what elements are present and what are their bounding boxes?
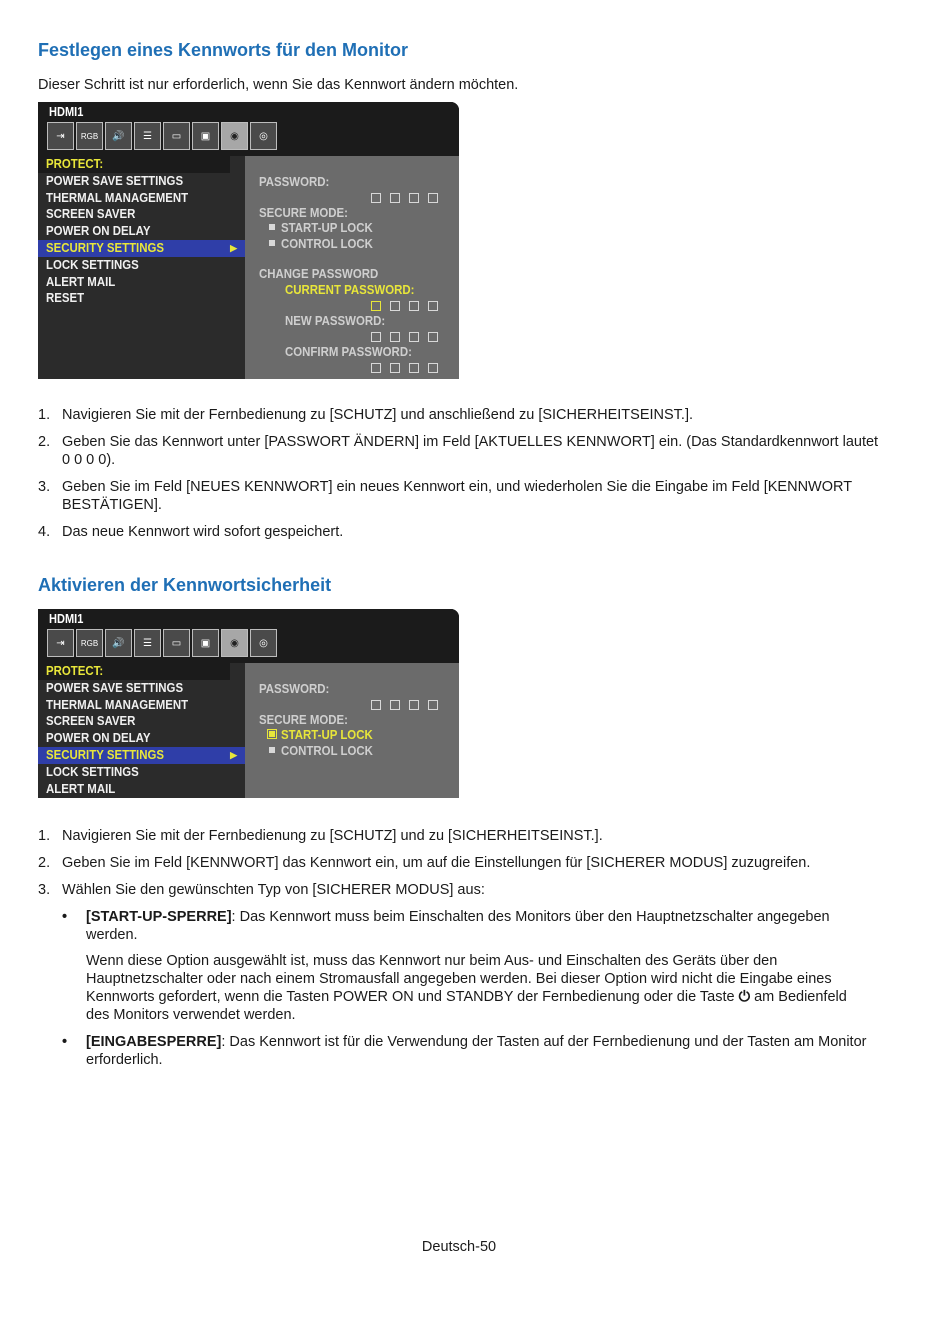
confirm-password-label: CONFIRM PASSWORD: <box>285 344 412 359</box>
osd-source-label: HDMI1 <box>49 104 84 119</box>
current-password-label: CURRENT PASSWORD: <box>285 282 415 297</box>
bullet-icon: • <box>62 1034 68 1050</box>
power-icon: ⏻ <box>738 989 751 1005</box>
menu-item: POWER SAVE SETTINGS <box>46 679 184 695</box>
list-item: 2. Geben Sie das Kennwort unter [PASSWORT ÄNDERN] im Feld [AKTUELLES KENNWORT] ein. (Das Standardkennwort lautet 0 0 0 0). <box>38 434 879 468</box>
menu-item: POWER ON DELAY <box>46 730 151 746</box>
osd-settings-panel <box>245 156 459 379</box>
osd-header <box>38 609 459 663</box>
osd-header <box>38 102 459 156</box>
menu-item: LOCK SETTINGS <box>46 256 139 272</box>
secure-mode-options <box>62 908 872 1078</box>
rgb-icon: RGB <box>76 122 103 150</box>
osd-source-label: HDMI1 <box>49 611 84 626</box>
startup-lock-note: Wenn diese Option ausgewählt ist, muss das Kennwort nur beim Aus- und Einschalten des Geräts über den Hauptnetzschalter oder nach einem Stromausfall angegeben werden. Bei dieser Option wird nicht die Eingabe eines Kennworts gefordert, wenn die Tasten POWER ON und STANDBY der Fernbedienung oder die Taste ⏻ am Bedienfeld des Monitors verwendet werden. <box>86 953 847 1023</box>
startup-lock-option-selected: START-UP LOCK <box>269 727 385 742</box>
schedule-icon: ☰ <box>134 629 161 657</box>
change-password-label: CHANGE PASSWORD <box>259 266 379 281</box>
menu-item-selected: SECURITY SETTINGS ▶ <box>38 747 245 764</box>
menu-item: RESET <box>46 290 85 306</box>
osd-screenshot-security-settings <box>38 102 459 379</box>
menu-item: ALERT MAIL <box>46 780 116 796</box>
secure-mode-label: SECURE MODE: <box>259 712 348 727</box>
osd-menu <box>38 663 245 797</box>
password-boxes <box>371 700 438 710</box>
steps-set-password <box>38 406 888 550</box>
control-lock-option: CONTROL LOCK <box>269 743 385 758</box>
osd-icon-row <box>47 122 277 152</box>
list-item: 4. Das neue Kennwort wird sofort gespeichert. <box>38 524 344 540</box>
system-icon: ◎ <box>250 629 277 657</box>
steps-activate-security <box>38 827 888 908</box>
menu-item: THERMAL MANAGEMENT <box>46 696 189 712</box>
osd-icon-row <box>47 629 277 659</box>
input-icon: ⇥ <box>47 629 74 657</box>
osd-menu <box>38 156 245 307</box>
menu-item: POWER SAVE SETTINGS <box>46 172 184 188</box>
menu-item: THERMAL MANAGEMENT <box>46 189 189 205</box>
osd-screenshot-secure-mode <box>38 609 459 798</box>
menu-item: ALERT MAIL <box>46 273 116 289</box>
display-icon: ▭ <box>163 122 190 150</box>
schedule-icon: ☰ <box>134 122 161 150</box>
menu-item-selected: SECURITY SETTINGS ▶ <box>38 240 245 257</box>
arrow-right-icon: ▶ <box>230 242 237 253</box>
startup-lock-option: START-UP LOCK <box>269 220 385 235</box>
current-password-boxes <box>371 301 438 311</box>
protect-icon: ◉ <box>221 629 248 657</box>
multi-input-icon: ▣ <box>192 122 219 150</box>
list-item: • [START-UP-SPERRE]: Das Kennwort muss beim Einschalten des Monitors über den Hauptnetzschalter angegeben werden. Wenn diese Option ausgewählt ist, muss das Kennwort nur beim Aus- und Einschalten des Geräts über den Hauptnetzschalter oder nach einem Stromausfall angegeben werden. Bei dieser Option wird nicht die Eingabe eines Kennworts gefordert, wenn die Tasten POWER ON und STANDBY der Fernbedienung oder die Taste ⏻ am Bedienfeld des Monitors verwendet werden. <box>62 908 872 1024</box>
section-intro: Dieser Schritt ist nur erforderlich, wenn Sie das Kennwort ändern möchten. <box>38 77 519 93</box>
arrow-right-icon: ▶ <box>230 749 237 760</box>
menu-heading: PROTECT: <box>38 663 230 680</box>
osd-settings-panel <box>245 663 459 798</box>
rgb-icon: RGB <box>76 629 103 657</box>
audio-icon: 🔊 <box>105 629 132 657</box>
bullet-icon: • <box>62 909 68 925</box>
system-icon: ◎ <box>250 122 277 150</box>
new-password-boxes <box>371 332 438 342</box>
list-item: 1. Navigieren Sie mit der Fernbedienung zu [SCHUTZ] und zu [SICHERHEITSEINST.]. <box>38 828 603 844</box>
password-label: PASSWORD: <box>259 174 330 189</box>
page-number: Deutsch-50 <box>421 1239 497 1255</box>
new-password-label: NEW PASSWORD: <box>285 313 386 328</box>
multi-input-icon: ▣ <box>192 629 219 657</box>
input-icon: ⇥ <box>47 122 74 150</box>
menu-item: POWER ON DELAY <box>46 223 151 239</box>
menu-item: SCREEN SAVER <box>46 713 136 729</box>
list-item: 3. Geben Sie im Feld [NEUES KENNWORT] ein neues Kennwort ein, und wiederholen Sie die Eingabe im Feld [KENNWORT BESTÄTIGEN]. <box>38 479 852 513</box>
menu-item: SCREEN SAVER <box>46 206 136 222</box>
confirm-password-boxes <box>371 363 438 373</box>
section-title-set-password: Festlegen eines Kennworts für den Monitor <box>38 40 409 60</box>
section-title-activate-security: Aktivieren der Kennwortsicherheit <box>38 575 332 595</box>
password-boxes <box>371 193 438 203</box>
control-lock-option: CONTROL LOCK <box>269 236 385 251</box>
display-icon: ▭ <box>163 629 190 657</box>
audio-icon: 🔊 <box>105 122 132 150</box>
list-item: • [EINGABESPERRE]: Das Kennwort ist für die Verwendung der Tasten auf der Fernbedienung und der Tasten am Monitor erforderlich. <box>62 1034 867 1068</box>
secure-mode-label: SECURE MODE: <box>259 205 348 220</box>
list-item: 3. Wählen Sie den gewünschten Typ von [SICHERER MODUS] aus: <box>38 882 485 898</box>
list-item: 1. Navigieren Sie mit der Fernbedienung zu [SCHUTZ] und anschließend zu [SICHERHEITSEINST.]. <box>38 407 694 423</box>
password-label: PASSWORD: <box>259 681 330 696</box>
list-item: 2. Geben Sie im Feld [KENNWORT] das Kennwort ein, um auf die Einstellungen für [SICHERER MODUS] zuzugreifen. <box>38 855 811 871</box>
menu-item: LOCK SETTINGS <box>46 763 139 779</box>
menu-heading: PROTECT: <box>38 156 230 173</box>
protect-icon: ◉ <box>221 122 248 150</box>
